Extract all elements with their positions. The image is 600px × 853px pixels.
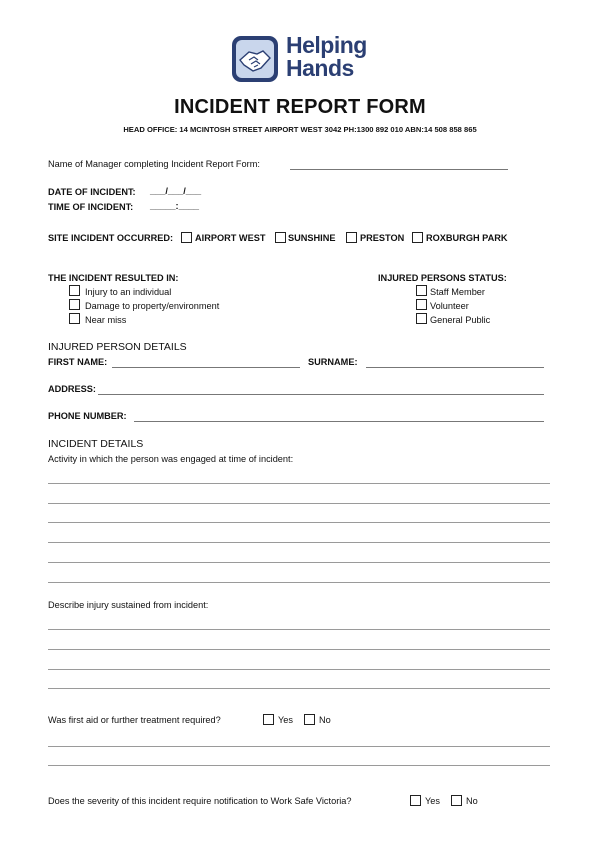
activity-line-6[interactable] bbox=[48, 582, 550, 583]
logo bbox=[230, 34, 380, 84]
injury-line-4[interactable] bbox=[48, 688, 550, 689]
first-aid-no-label: No bbox=[319, 715, 331, 725]
first-aid-no-checkbox[interactable] bbox=[304, 714, 315, 725]
first-name-label: FIRST NAME: bbox=[48, 357, 108, 367]
status-option-volunteer: Volunteer bbox=[430, 301, 469, 311]
activity-line-3[interactable] bbox=[48, 522, 550, 523]
site-label: SITE INCIDENT OCCURRED: bbox=[48, 233, 174, 243]
person-heading: INJURED PERSON DETAILS bbox=[48, 341, 187, 353]
first-aid-label: Was first aid or further treatment required? bbox=[48, 715, 221, 725]
activity-label: Activity in which the person was engaged at time of incident: bbox=[48, 454, 294, 464]
injury-line-1[interactable] bbox=[48, 629, 550, 630]
details-heading: INCIDENT DETAILS bbox=[48, 438, 144, 450]
date-label: DATE OF INCIDENT: bbox=[48, 187, 136, 197]
site-option-sunshine: SUNSHINE bbox=[288, 233, 336, 243]
injury-line-3[interactable] bbox=[48, 669, 550, 670]
resulted-checkbox-damage[interactable] bbox=[69, 299, 80, 310]
site-checkbox-airport-west[interactable] bbox=[181, 232, 192, 243]
resulted-checkbox-near-miss[interactable] bbox=[69, 313, 80, 324]
site-checkbox-preston[interactable] bbox=[346, 232, 357, 243]
worksafe-no-label: No bbox=[466, 796, 478, 806]
logo-line2: Hands bbox=[286, 55, 354, 81]
resulted-label: THE INCIDENT RESULTED IN: bbox=[48, 273, 179, 283]
time-field[interactable]: _____:____ bbox=[150, 201, 200, 211]
resulted-checkbox-injury[interactable] bbox=[69, 285, 80, 296]
status-option-public: General Public bbox=[430, 315, 491, 325]
phone-label: PHONE NUMBER: bbox=[48, 411, 127, 421]
worksafe-yes-checkbox[interactable] bbox=[410, 795, 421, 806]
site-option-roxburgh-park: ROXBURGH PARK bbox=[426, 233, 508, 243]
activity-line-4[interactable] bbox=[48, 542, 550, 543]
activity-line-5[interactable] bbox=[48, 562, 550, 563]
status-checkbox-volunteer[interactable] bbox=[416, 299, 427, 310]
logo-wordmark bbox=[286, 34, 367, 80]
status-option-staff: Staff Member bbox=[430, 287, 485, 297]
page-title: INCIDENT REPORT FORM bbox=[174, 96, 426, 118]
status-checkbox-public[interactable] bbox=[416, 313, 427, 324]
address-field[interactable] bbox=[98, 394, 544, 395]
status-checkbox-staff[interactable] bbox=[416, 285, 427, 296]
manager-field[interactable] bbox=[290, 169, 508, 170]
first-aid-line-2[interactable] bbox=[48, 765, 550, 766]
activity-line-1[interactable] bbox=[48, 483, 550, 484]
resulted-option-near-miss: Near miss bbox=[85, 315, 127, 325]
injury-label: Describe injury sustained from incident: bbox=[48, 600, 209, 610]
manager-label: Name of Manager completing Incident Report Form: bbox=[48, 159, 260, 169]
surname-label: SURNAME: bbox=[308, 357, 358, 367]
first-aid-yes-checkbox[interactable] bbox=[263, 714, 274, 725]
time-label: TIME OF INCIDENT: bbox=[48, 202, 134, 212]
address-label: ADDRESS: bbox=[48, 384, 96, 394]
site-checkbox-roxburgh-park[interactable] bbox=[412, 232, 423, 243]
handshake-icon bbox=[230, 34, 280, 84]
worksafe-yes-label: Yes bbox=[425, 796, 440, 806]
worksafe-label: Does the severity of this incident require notification to Work Safe Victoria? bbox=[48, 796, 352, 806]
worksafe-no-checkbox[interactable] bbox=[451, 795, 462, 806]
resulted-option-damage: Damage to property/environment bbox=[85, 301, 220, 311]
site-option-preston: PRESTON bbox=[360, 233, 405, 243]
injury-line-2[interactable] bbox=[48, 649, 550, 650]
status-label: INJURED PERSONS STATUS: bbox=[378, 273, 507, 283]
first-aid-yes-label: Yes bbox=[278, 715, 293, 725]
first-name-field[interactable] bbox=[112, 367, 300, 368]
activity-line-2[interactable] bbox=[48, 503, 550, 504]
date-field[interactable]: ___/___/___ bbox=[150, 186, 202, 196]
site-checkbox-sunshine[interactable] bbox=[275, 232, 286, 243]
head-office-info: HEAD OFFICE: 14 MCINTOSH STREET AIRPORT WEST 3042 PH:1300 892 010 ABN:14 508 858 865 bbox=[123, 125, 477, 134]
first-aid-line-1[interactable] bbox=[48, 746, 550, 747]
phone-field[interactable] bbox=[134, 421, 544, 422]
surname-field[interactable] bbox=[366, 367, 544, 368]
site-option-airport-west: AIRPORT WEST bbox=[195, 233, 266, 243]
logo-line1: Helping bbox=[286, 32, 367, 58]
resulted-option-injury: Injury to an individual bbox=[85, 287, 172, 297]
